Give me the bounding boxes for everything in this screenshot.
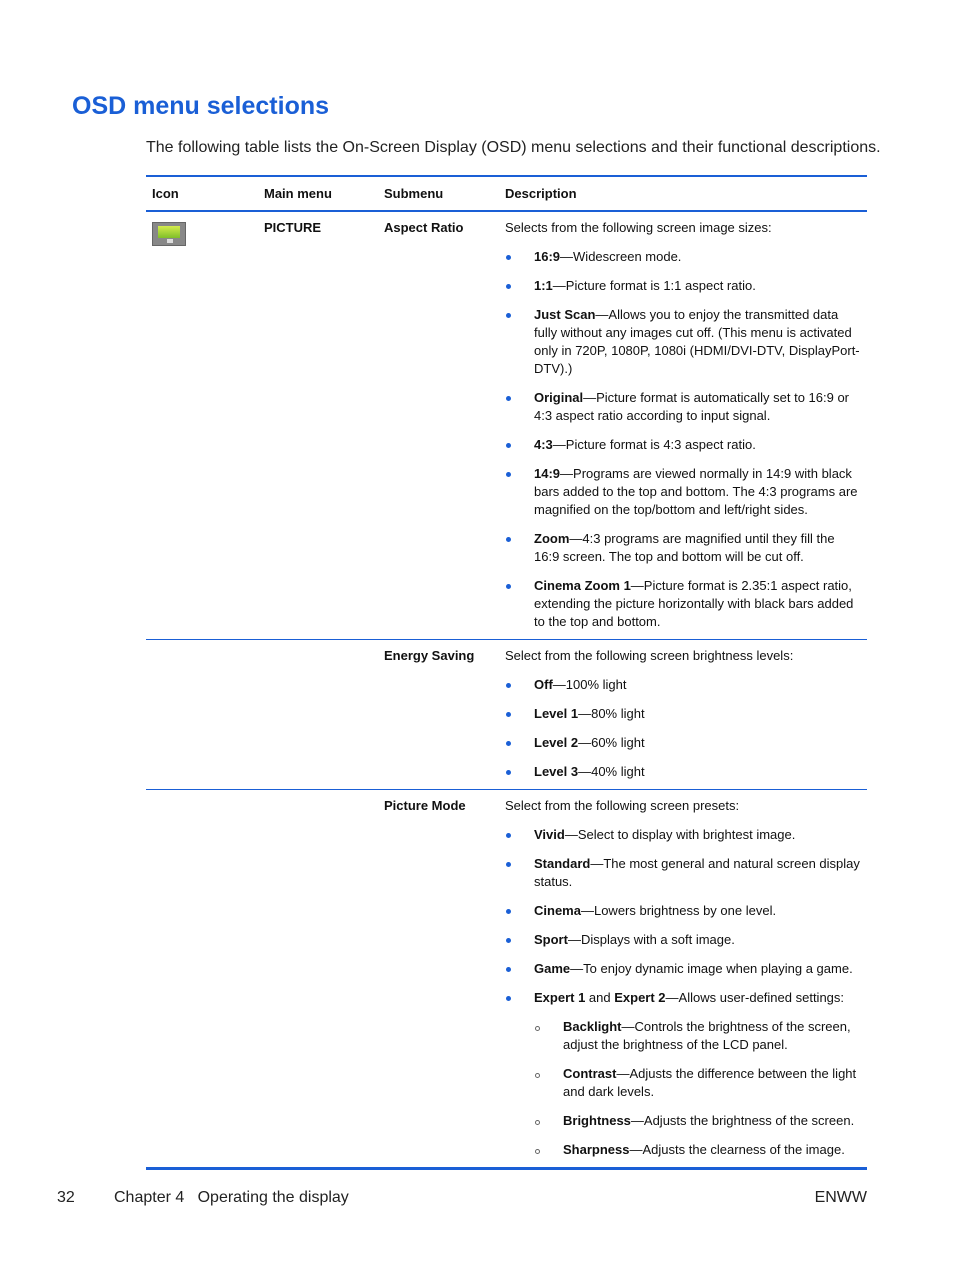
header-description: Description (505, 186, 577, 201)
bullet-icon (506, 472, 511, 477)
submenu-cell: Picture Mode (384, 798, 466, 813)
bullet-icon (506, 584, 511, 589)
table-row (146, 640, 867, 789)
main-menu-cell: PICTURE (264, 220, 322, 235)
bullet-icon (506, 284, 511, 289)
table-bottom-rule (146, 1167, 867, 1170)
sub-list-item: Contrast—Adjusts the difference between the light and dark levels. (505, 1065, 861, 1101)
page-number: 32 (57, 1189, 75, 1206)
description-cell (505, 790, 861, 1167)
list-item: Original—Picture format is automatically set to 16:9 or 4:3 aspect ratio according to input signal. (505, 389, 861, 425)
bullet-icon (506, 938, 511, 943)
list-item: Level 3—40% light (505, 763, 861, 781)
list-item: 1:1—Picture format is 1:1 aspect ratio. (505, 277, 861, 295)
osd-menu-table (146, 175, 867, 1170)
bullet-icon (506, 255, 511, 260)
bullet-icon (506, 313, 511, 318)
list-item: Off—100% light (505, 676, 861, 694)
submenu-cell: Aspect Ratio (384, 220, 464, 235)
list-item: Just Scan—Allows you to enjoy the transmitted data fully without any images cut off. (This menu is activated only in 720P, 1080P, 1080i (HDMI/DVI-DTV, DisplayPort-DTV).) (505, 306, 861, 378)
bullet-icon (506, 996, 511, 1001)
bullet-icon (506, 833, 511, 838)
bullet-icon (506, 967, 511, 972)
submenu-cell: Energy Saving (384, 648, 475, 663)
header-main-menu: Main menu (264, 186, 332, 201)
list-item: Game—To enjoy dynamic image when playing a game. (505, 960, 861, 978)
list-item: 14:9—Programs are viewed normally in 14:9 with black bars added to the top and bottom. The 4:3 programs are magnified on the top/bottom and left/right sides. (505, 465, 861, 519)
list-item: Zoom—4:3 programs are magnified until they fill the 16:9 screen. The top and bottom will be cut off. (505, 530, 861, 566)
description-cell (505, 640, 861, 789)
circle-bullet-icon (535, 1073, 540, 1078)
bullet-icon (506, 770, 511, 775)
description-lead: Selects from the following screen image sizes: (505, 220, 772, 235)
intro-paragraph: The following table lists the On-Screen Display (OSD) menu selections and their functional descriptions. (146, 139, 881, 156)
list-item: Level 1—80% light (505, 705, 861, 723)
description-lead: Select from the following screen presets: (505, 798, 740, 813)
bullet-icon (506, 443, 511, 448)
list-item: Level 2—60% light (505, 734, 861, 752)
footer-right-label: ENWW (814, 1189, 867, 1206)
bullet-icon (506, 862, 511, 867)
list-item: Vivid—Select to display with brightest image. (505, 826, 861, 844)
bullet-icon (506, 741, 511, 746)
table-row (146, 790, 867, 1167)
list-item: Cinema—Lowers brightness by one level. (505, 902, 861, 920)
list-item: Expert 1 and Expert 2—Allows user-defined settings: (505, 989, 861, 1007)
bullet-icon (506, 909, 511, 914)
header-icon: Icon (152, 186, 179, 201)
list-item: Standard—The most general and natural screen display status. (505, 855, 861, 891)
table-header-row (146, 177, 867, 210)
header-submenu: Submenu (384, 186, 444, 201)
bullet-icon (506, 683, 511, 688)
list-item: 4:3—Picture format is 4:3 aspect ratio. (505, 436, 861, 454)
bullet-icon (506, 396, 511, 401)
page-title: OSD menu selections (72, 92, 330, 120)
circle-bullet-icon (535, 1149, 540, 1154)
circle-bullet-icon (535, 1026, 540, 1031)
description-cell (505, 212, 861, 639)
bullet-icon (506, 712, 511, 717)
monitor-picture-icon (152, 222, 186, 246)
description-lead: Select from the following screen brightness levels: (505, 648, 794, 663)
bullet-icon (506, 537, 511, 542)
sub-list-item: Brightness—Adjusts the brightness of the screen. (505, 1112, 861, 1130)
sub-list-item: Sharpness—Adjusts the clearness of the image. (505, 1141, 861, 1159)
list-item: Cinema Zoom 1—Picture format is 2.35:1 aspect ratio, extending the picture horizontally with black bars added to the top and bottom. (505, 577, 861, 631)
chapter-label: Chapter 4 Operating the display (114, 1189, 349, 1206)
list-item: 16:9—Widescreen mode. (505, 248, 861, 266)
table-row (146, 212, 867, 639)
sub-list-item: Backlight—Controls the brightness of the screen, adjust the brightness of the LCD panel. (505, 1018, 861, 1054)
list-item: Sport—Displays with a soft image. (505, 931, 861, 949)
circle-bullet-icon (535, 1120, 540, 1125)
